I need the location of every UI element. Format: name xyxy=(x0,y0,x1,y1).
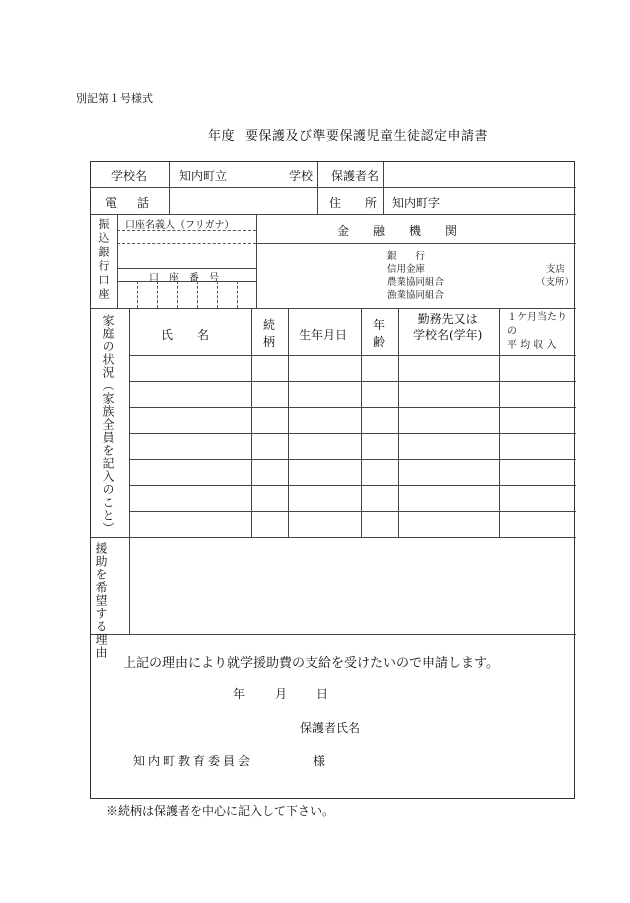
declaration-statement: 上記の理由により就学援助費の支給を受けたいので申請します。 xyxy=(123,656,499,671)
col-workplace-header xyxy=(413,311,482,343)
branch-sub-label: （支所） xyxy=(536,277,575,288)
holder-label: 口座名義人（フリガナ） xyxy=(125,220,235,231)
guardian-name-label: 保護者名 xyxy=(331,169,380,183)
address-label: 住 所 xyxy=(329,196,378,210)
bank-type-shinkin: 信用金庫 xyxy=(387,264,426,275)
account-number-label: 口 座 番 号 xyxy=(149,273,219,284)
col-relation-line1: 続 xyxy=(263,318,276,332)
col-income-line3: 平 均 収 入 xyxy=(507,340,557,351)
bank-section-label: 振込銀行口座 xyxy=(97,218,110,302)
col-relation-header xyxy=(263,317,275,351)
reason-field[interactable] xyxy=(130,538,576,634)
col-income-header xyxy=(507,311,567,353)
date-day: 日 xyxy=(316,687,329,701)
reason-label-line1: 援助を希望 xyxy=(94,542,108,607)
rule-reason-bottom xyxy=(91,634,576,635)
date-year: 年 xyxy=(233,687,246,701)
col-age-line2: 齢 xyxy=(373,335,386,349)
address-field[interactable]: 知内町字 xyxy=(392,196,441,210)
guardian-name-field[interactable] xyxy=(384,162,576,187)
footnote: ※続柄は保護者を中心に記入して下さい。 xyxy=(106,804,335,818)
col-name-header: 氏 名 xyxy=(161,328,210,342)
form-id: 別記第１号様式 xyxy=(76,92,153,105)
reason-label-line2: する理由 xyxy=(94,607,108,659)
addressee: 知内町教育委員会 xyxy=(133,754,254,768)
account-number-field[interactable] xyxy=(118,282,256,308)
col-relation-line2: 柄 xyxy=(263,335,276,349)
reason-label xyxy=(95,542,107,659)
rule-row2 xyxy=(91,214,576,215)
rule-bank-bottom xyxy=(91,308,576,309)
addressee-honorific: 様 xyxy=(313,754,326,768)
holder-field[interactable] xyxy=(118,231,256,268)
rule-bank-top xyxy=(256,243,576,244)
col-age-header xyxy=(373,317,385,351)
bank-type-fishery: 漁業協同組合 xyxy=(387,290,445,301)
school-suffix-text: 学校 xyxy=(289,169,314,183)
bank-type-bank: 銀 行 xyxy=(387,251,426,262)
col-birth-header: 生年月日 xyxy=(299,328,348,342)
title-name: 要保護及び準要保護児童生徒認定申請書 xyxy=(245,129,489,144)
col-age-line1: 年 xyxy=(373,318,386,332)
school-name-label: 学校名 xyxy=(111,169,148,183)
institution-label: 金 融 機 関 xyxy=(337,224,458,238)
rule-v-bank-split xyxy=(256,214,257,308)
branch-label: 支店 xyxy=(546,264,566,275)
col-income-line2: の xyxy=(507,326,517,337)
bank-type-agri: 農業協同組合 xyxy=(387,277,445,288)
family-section-label: 家庭の状況（家族全員を記入のこと） xyxy=(101,314,115,535)
col-income-line1: １ケ月当たり xyxy=(507,312,567,323)
rule-row1 xyxy=(91,187,576,188)
school-town-text: 知内町立 xyxy=(179,169,228,183)
application-form-table xyxy=(90,161,575,799)
col-workplace-line2: 学校名(学年) xyxy=(413,328,483,342)
rule-v-school-right xyxy=(317,162,318,214)
document-title xyxy=(208,125,488,144)
family-entry-area[interactable] xyxy=(130,356,576,537)
col-workplace-line1: 勤務先又は xyxy=(417,312,478,326)
guardian-signature-label: 保護者氏名 xyxy=(300,721,361,735)
phone-label: 電 話 xyxy=(105,196,154,210)
title-year: 年度 xyxy=(208,129,236,144)
date-month: 月 xyxy=(275,687,288,701)
phone-field[interactable] xyxy=(170,188,317,214)
